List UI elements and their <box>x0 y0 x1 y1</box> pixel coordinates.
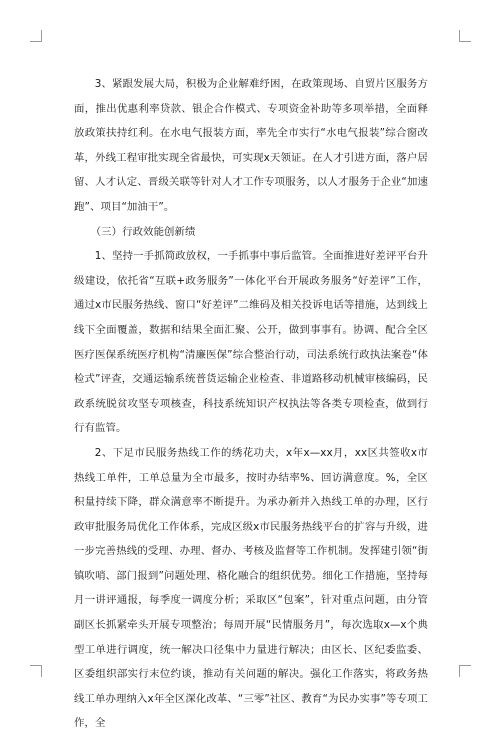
section-heading-administrative-efficiency: （三）行政效能创新绩 <box>90 225 196 238</box>
paragraph-supervision: 1、坚持一手抓简政放权，一手抓事中事后监管。全面推进好差评平台升级建设，依托省“互联+政务服务”一体化平台开展政务服务“好差评”工作，通过x市民服务热线、窗口“好差评”二维码及相关投诉电话等措施，达到线上线下全面覆盖，数据和结果全面汇聚、公开，做到事事有。协调、配合全区医疗医保系统医疗机构“清廉医保”综合整治行动，司法系统行政执法案卷“体检式”评查，交通运输系统普货运输企业检查、非道路移动机械审核编码，民政系统脱贫攻坚专项核查，科技系统知识产权执法等各类专项检查，做到行行有监管。 <box>74 250 428 435</box>
crop-mark-top-right <box>459 30 471 42</box>
document-body <box>74 72 428 736</box>
crop-mark-top-left <box>30 30 42 42</box>
crop-mark-bottom-left <box>30 665 42 677</box>
paragraph-policy-support: 3、紧跟发展大局，积极为企业解难纾困，在政策现场、自贸片区服务方面，推出优惠利率贷款、银企合作模式、专项资金补助等多项举措，全面释放政策扶持红利。在水电气报装方面，率先全市实行“水电气报装”综合窗改革，外线工程审批实现全省最快，可实现x天领证。在人才引进方面，落户居留、人才认定、晋级关联等针对人才工作专项服务，以人才服务于企业“加速跑”、项目“加油干”。 <box>74 78 428 213</box>
paragraph-hotline-service: 2、下足市民服务热线工作的绣花功夫，x年x—xx月，xx区共签收x市热线工单件，工单总量为全市最多，按时办结率%、回访满意度。%，全区积量持续下降，群众满意率不断提升。为承办新并入热线工单的办理，区行政审批服务局优化工作体系，完成区级x市民服务热线平台的扩容与升级，进一步完善热线的受理、办理、督办、考核及监督等工作机制。发挥建引领“街镇吹哨、部门报到”问题处理、格化融合的组织优势。细化工作措施，坚持每月一讲评通报，每季度一调度分析；采取区“包案”，针对重点问题，由分管副区长抓紧牵头开展专项整治；每周开展“民情服务月”，每次选取x—x个典型工单进行调度，统一解决口径集中力量进行解决；由区长、区纪委监委、区委组织部实行末位约谈，推动有关问题的解决。强化工作落实，将政务热线工单办理纳入x年全区深化改革、“三零”社区、教育“为民办实事”等专项工作，全 <box>74 446 428 730</box>
crop-mark-bottom-right <box>459 665 471 677</box>
